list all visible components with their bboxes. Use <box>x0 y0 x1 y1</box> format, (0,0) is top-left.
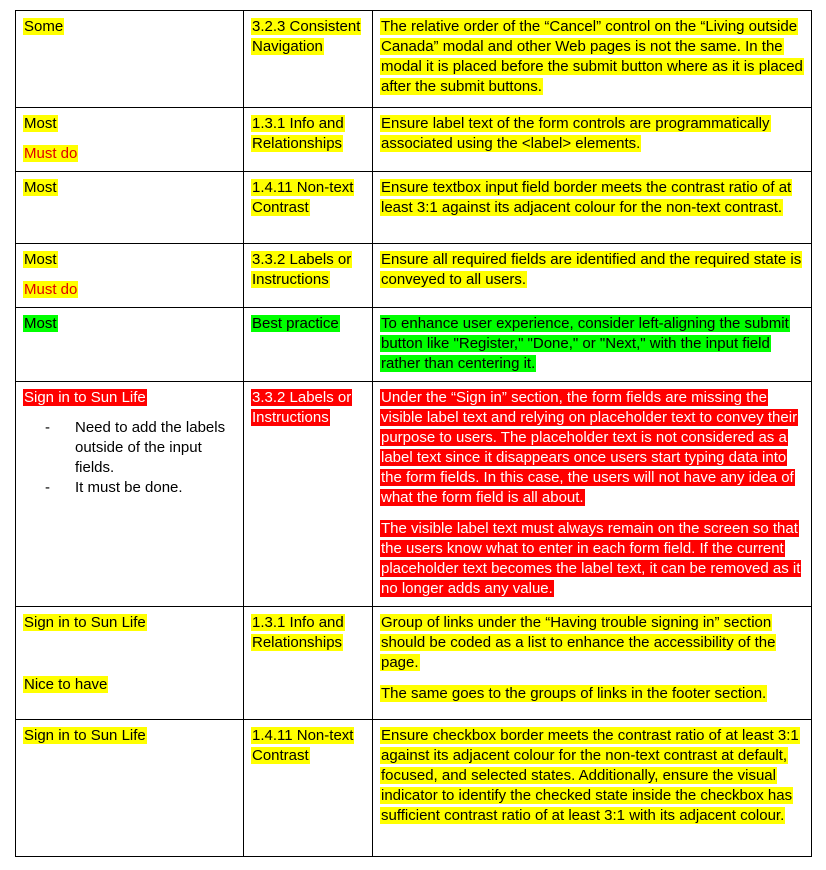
description-text: The same goes to the groups of links in the footer section. <box>381 685 767 702</box>
accessibility-findings-table <box>15 10 812 857</box>
description-text: The relative order of the “Cancel” control on the “Living outside Canada” modal and other Web pages is not the same. In the modal it is placed before the submit button where as it is placed after the submit buttons. <box>381 18 803 95</box>
description-text: Ensure all required fields are identified and the required state is conveyed to all users. <box>381 251 802 288</box>
impact-cell <box>16 720 244 857</box>
description-text: Ensure checkbox border meets the contrast ratio of at least 3:1 against its adjacent colour for the non-text contrast at default, focused, and selected states. Additionally, ensure the visual indicator to identify the checked state inside the checkbox has sufficient contrast ratio of at least 3:1 with its adjacent colour. <box>381 727 799 824</box>
description-text: Group of links under the “Having trouble signing in” section should be coded as a list to enhance the accessibility of the page. <box>381 614 776 671</box>
description-cell <box>373 11 812 108</box>
table-row <box>16 720 812 857</box>
criterion-label: 1.3.1 Info and Relationships <box>252 614 344 651</box>
impact-label: Most <box>24 115 57 132</box>
criterion-label: 3.3.2 Labels or Instructions <box>252 251 352 288</box>
description-cell <box>373 720 812 857</box>
description-text: The visible label text must always remain on the screen so that the users know what to enter in each form field. If the current placeholder text becomes the label text, it can be removed as it no longer adds any value. <box>381 520 801 597</box>
description-text: Under the “Sign in” section, the form fields are missing the visible label text and relying on placeholder text to convey their purpose to users. The placeholder text is not considered as a label text since it disappears once users start typing data into the form fields. In this case, the users will not have any idea of what the form field is all about. <box>381 389 798 506</box>
table-row <box>16 382 812 607</box>
impact-cell <box>16 172 244 244</box>
criterion-label: Best practice <box>252 315 339 332</box>
list-item: - It must be done. <box>45 478 236 498</box>
impact-cell <box>16 108 244 172</box>
criterion-cell <box>244 308 373 382</box>
impact-cell <box>16 244 244 308</box>
table-row <box>16 108 812 172</box>
description-text: Ensure label text of the form controls are programmatically associated using the <label> elements. <box>381 115 770 152</box>
impact-cell <box>16 607 244 720</box>
criterion-cell <box>244 382 373 607</box>
impact-label: Sign in to Sun Life <box>24 727 146 744</box>
criterion-cell <box>244 108 373 172</box>
criterion-cell <box>244 11 373 108</box>
description-cell <box>373 382 812 607</box>
criterion-label: 3.2.3 Consistent Navigation <box>252 18 361 55</box>
notes-list <box>23 418 236 498</box>
impact-label: Sign in to Sun Life <box>24 614 146 631</box>
impact-label: Some <box>24 18 64 35</box>
description-cell <box>373 244 812 308</box>
impact-cell <box>16 11 244 108</box>
description-text: Ensure textbox input field border meets the contrast ratio of at least 3:1 against its adjacent colour for the non-text contrast. <box>381 179 792 216</box>
impact-cell <box>16 382 244 607</box>
criterion-cell <box>244 172 373 244</box>
criterion-label: 3.3.2 Labels or Instructions <box>252 389 352 426</box>
description-cell <box>373 172 812 244</box>
impact-label: Most <box>24 251 57 268</box>
impact-label: Most <box>24 315 57 332</box>
impact-cell <box>16 308 244 382</box>
description-text: To enhance user experience, consider left-aligning the submit button like "Register," "Done," or "Next," with the input field rather than centering it. <box>381 315 789 372</box>
criterion-label: 1.4.11 Non-text Contrast <box>252 179 354 216</box>
description-cell <box>373 607 812 720</box>
description-cell <box>373 308 812 382</box>
criterion-cell <box>244 244 373 308</box>
must-do-note: Must do <box>24 145 78 162</box>
table-row <box>16 607 812 720</box>
criterion-cell <box>244 607 373 720</box>
table-row <box>16 308 812 382</box>
impact-label: Most <box>24 179 57 196</box>
criterion-cell <box>244 720 373 857</box>
description-cell <box>373 108 812 172</box>
must-do-note: Must do <box>24 281 78 298</box>
priority-note: Nice to have <box>24 676 108 693</box>
table-row <box>16 11 812 108</box>
table-row <box>16 244 812 308</box>
table-row <box>16 172 812 244</box>
list-item: - Need to add the labels outside of the input fields. <box>45 418 236 478</box>
impact-label: Sign in to Sun Life <box>24 389 146 406</box>
criterion-label: 1.3.1 Info and Relationships <box>252 115 344 152</box>
criterion-label: 1.4.11 Non-text Contrast <box>252 727 354 764</box>
